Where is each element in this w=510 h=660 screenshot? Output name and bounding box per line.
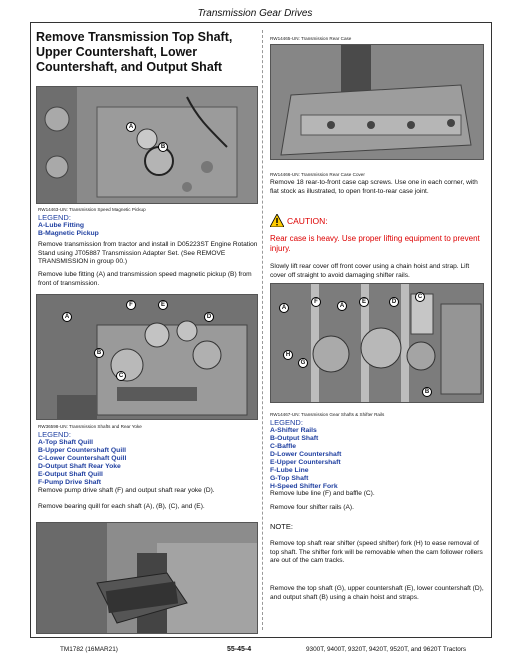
paragraph: Remove bearing quill for each shaft (A), (B), (C), and (E). (38, 503, 205, 510)
section-title: Remove Transmission Top Shaft, Upper Countershaft, Lower Countershaft, and Output Shaft (36, 30, 233, 74)
paragraph: Remove lube line (F) and baffle (C). (270, 490, 375, 497)
photo-gear-shafts-art (271, 284, 484, 403)
photo-magnetic-pickup (36, 86, 258, 204)
paragraph: Remove the top shaft (G), upper countershaft (E), lower countershaft (D), and output shaft (B) using a chain hoist and straps. (270, 585, 484, 601)
legend-item: F-Lube Line (270, 467, 309, 474)
photo-rear-case-corner (36, 522, 258, 634)
callout-a: A (62, 312, 72, 322)
legend-item: E-Output Shaft Quill (38, 471, 103, 478)
paragraph: Remove transmission from tractor and install in D05223ST Engine Rotation Stand using JT05887 Transmission Adapter Set. (See REMOVE TRANSMISSION in group 00.) (38, 241, 258, 266)
legend-item: B-Magnetic Pickup (38, 230, 99, 237)
callout-e: E (359, 297, 369, 307)
paragraph: Remove 18 rear-to-front case cap screws. Use one in each corner, with flat stock as illustrated, to open front-to-rear case joint. (270, 179, 478, 195)
legend-item: G-Top Shaft (270, 475, 309, 482)
legend-item: B-Output Shaft (270, 435, 319, 442)
legend-title: LEGEND: (270, 418, 303, 427)
figure-caption: RW14465-UN: Transmission Rear Case (270, 36, 352, 41)
legend-item: C-Baffle (270, 443, 297, 450)
column-divider (262, 30, 263, 630)
paragraph: Remove lube fitting (A) and transmission speed magnetic pickup (B) from front of transmission. (38, 271, 252, 287)
paragraph: Remove four shifter rails (A). (270, 504, 354, 511)
warning-triangle-icon-art (270, 214, 284, 227)
callout-c: C (415, 292, 425, 302)
legend-item: B-Upper Countershaft Quill (38, 447, 126, 454)
paragraph: Slowly lift rear cover off front cover using a chain hoist and strap. Lift cover off straight to avoid damaging shifter rails. (270, 263, 470, 279)
legend-item: D-Output Shaft Rear Yoke (38, 463, 121, 470)
footer-doc-id: TM1782 (16MAR21) (60, 646, 118, 653)
callout-c: C (116, 371, 126, 381)
callout-e: E (158, 300, 168, 310)
legend-item: C-Lower Countershaft Quill (38, 455, 127, 462)
footer-page-number: 55-45-4 (227, 646, 252, 653)
page-header-title: Transmission Gear Drives (197, 8, 313, 19)
photo-rear-case (270, 44, 484, 160)
callout-h: H (283, 350, 293, 360)
callout-b: B (422, 387, 432, 397)
callout-a: A (279, 303, 289, 313)
paragraph: Remove pump drive shaft (F) and output shaft rear yoke (D). (38, 487, 215, 494)
legend-item: A-Lube Fitting (38, 222, 85, 229)
legend-item: E-Upper Countershaft (270, 459, 341, 466)
callout-b: B (94, 348, 104, 358)
figure-caption: RW14467-UN: Transmission Gear Shafts & Shifter Rails (270, 412, 385, 417)
legend-item: H-Speed Shifter Fork (270, 483, 338, 490)
legend-title: LEGEND: (38, 430, 71, 439)
callout-b: B (158, 142, 168, 152)
callout-d: D (389, 297, 399, 307)
photo-rear-case-corner-art (37, 523, 258, 634)
callout-d: D (204, 312, 214, 322)
caution-text: Rear case is heavy. Use proper lifting equipment to prevent injury. (270, 234, 480, 253)
figure-caption: RW14463-UN: Transmission Speed Magnetic Pickup (38, 207, 146, 212)
warning-triangle-icon (270, 214, 284, 227)
photo-gear-shafts (270, 283, 484, 403)
callout-f: F (126, 300, 136, 310)
photo-magnetic-pickup-art (37, 87, 258, 204)
legend-item: D-Lower Countershaft (270, 451, 342, 458)
figure-caption: RW14466-UN: Transmission Rear Case Cover (270, 172, 365, 177)
callout-f: F (311, 297, 321, 307)
callout-a: A (337, 301, 347, 311)
legend-item: A-Shifter Rails (270, 427, 317, 434)
legend-title: LEGEND: (38, 213, 71, 222)
legend-item: A-Top Shaft Quill (38, 439, 93, 446)
note-label: NOTE: (270, 522, 293, 531)
figure-caption: RW36598-UN: Transmission Shafts and Rear Yoke (38, 424, 142, 429)
callout-a: A (126, 122, 136, 132)
callout-g: G (298, 358, 308, 368)
footer-model-list: 9300T, 9400T, 9320T, 9420T, 9520T, and 9620T Tractors (306, 646, 467, 653)
legend-item: F-Pump Drive Shaft (38, 479, 102, 486)
caution-label: CAUTION: (287, 216, 328, 226)
note-text: Remove top shaft rear shifter (speed shifter) fork (H) to ease removal of top shaft. The shifter fork will be removable when the cam follower rollers are out of the cam tracks. (270, 540, 483, 565)
photo-rear-case-art (271, 45, 484, 160)
